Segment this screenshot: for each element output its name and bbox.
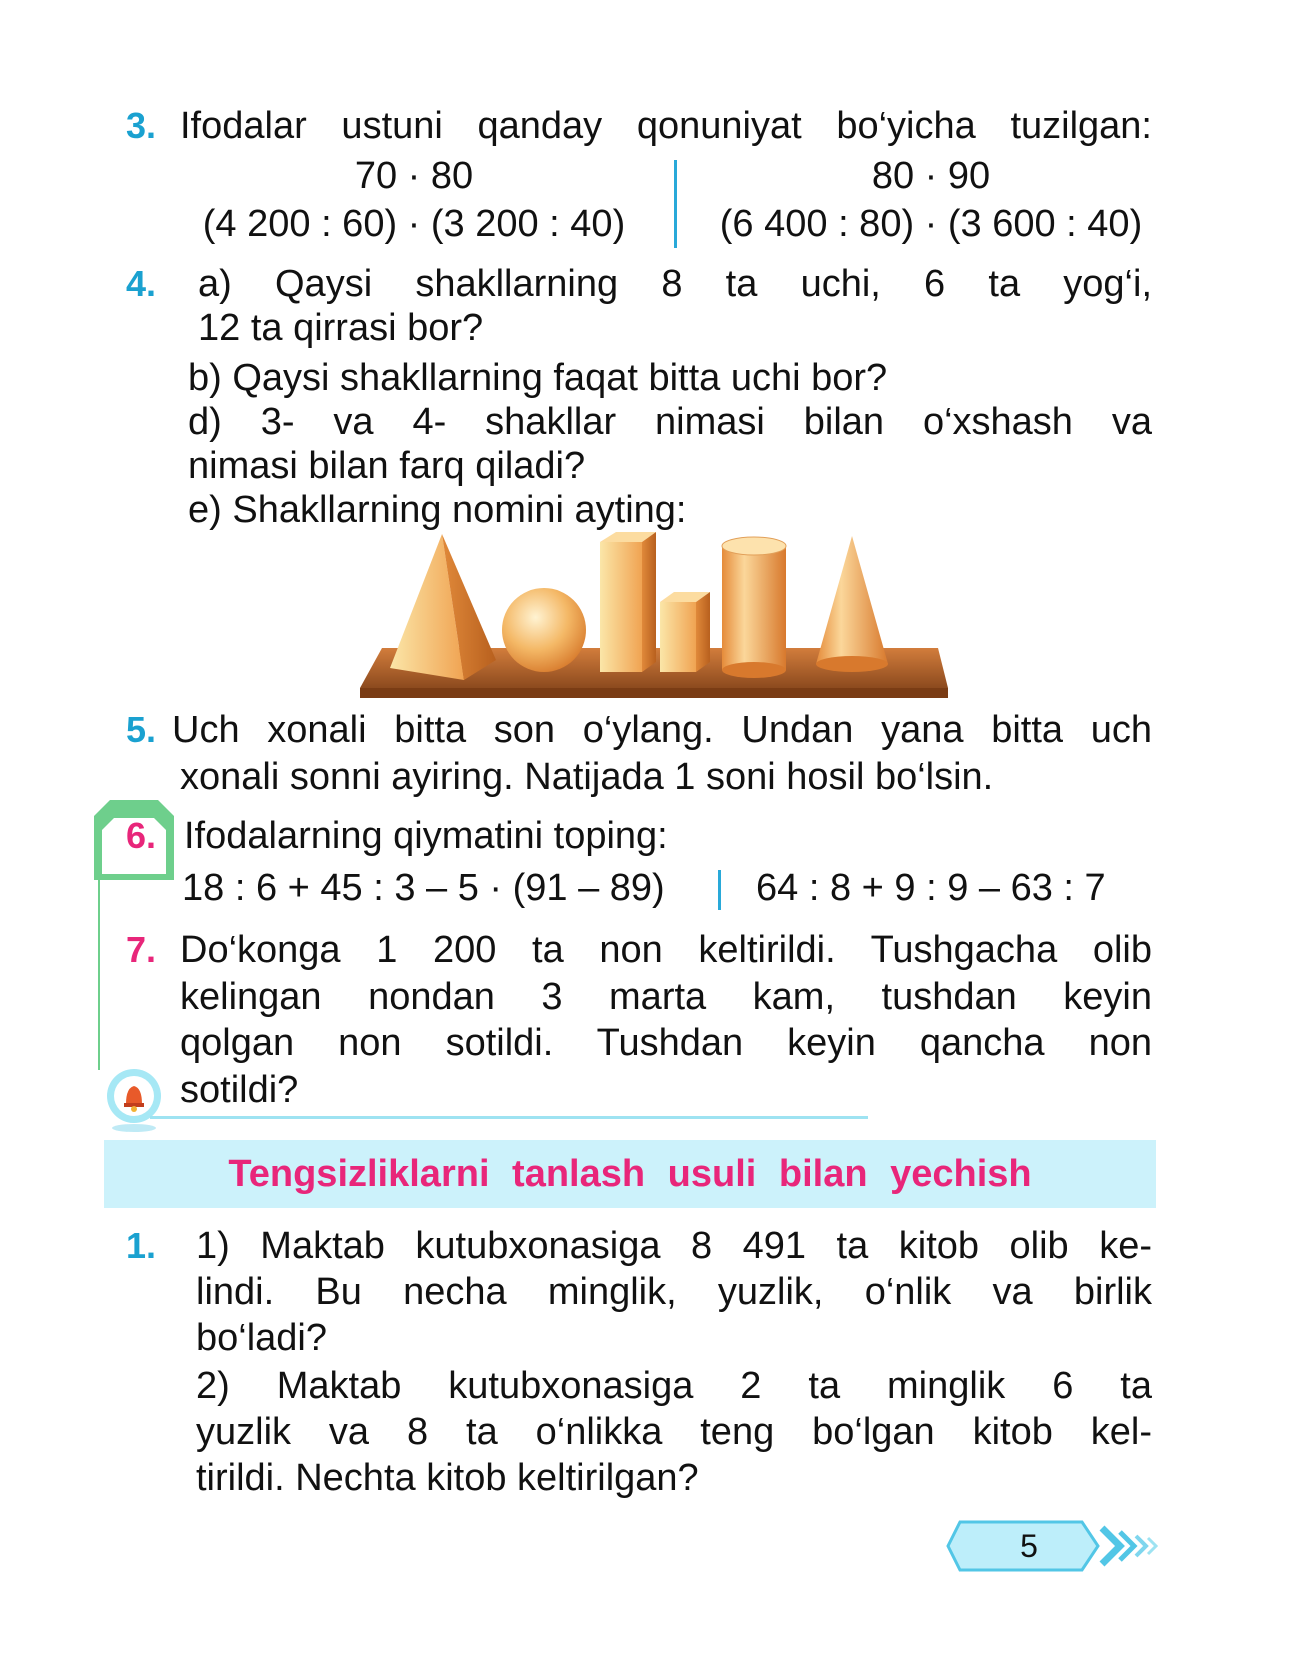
task-6-text: Ifodalarning qiymatini toping: — [184, 815, 668, 857]
task-3-right-expr-1: 80 · 90 — [871, 155, 991, 197]
task-3-right-expr-2: (6 400 : 80) · (3 600 : 40) — [719, 203, 1143, 245]
section-task-1-p2-line-1: 2) Maktab kutubxonasiga 2 ta minglik 6 ta — [196, 1365, 1152, 1407]
section-task-1-p1-line-1: 1) Maktab kutubxonasiga 8 491 ta kitob olib ke- — [196, 1225, 1152, 1267]
cone-icon — [816, 536, 888, 672]
divider-line — [150, 1116, 868, 1119]
tall-prism-icon — [600, 532, 656, 672]
column-separator — [674, 160, 677, 248]
task-5-number: 5. — [126, 709, 157, 750]
task-7-line-4: sotildi? — [180, 1069, 299, 1111]
section-title-band — [104, 1140, 1156, 1208]
task-3-number: 3. — [126, 105, 157, 146]
sphere-icon — [502, 588, 586, 672]
task-4-number: 4. — [126, 263, 157, 304]
task-7-line-3: qolgan non sotildi. Tushdan keyin qancha non — [180, 1022, 1152, 1064]
home-task-rule — [98, 880, 100, 1070]
cylinder-icon — [722, 537, 786, 678]
task-6-number: 6. — [126, 815, 157, 856]
section-title: Tengsizliklarni tanlash usuli bilan yechish — [228, 1153, 1032, 1195]
geometric-shapes-illustration — [354, 528, 954, 704]
task-6-expr-left: 18 : 6 + 45 : 3 – 5 · (91 – 89) — [182, 867, 665, 909]
task-6-expr-right: 64 : 8 + 9 : 9 – 63 : 7 — [756, 867, 1106, 909]
section-task-1-p1-line-3: bo‘ladi? — [196, 1317, 327, 1359]
task-4-b: b) Qaysi shakllarning faqat bitta uchi bor? — [188, 357, 888, 399]
task-7-line-1: Do‘konga 1 200 ta non keltirildi. Tushgacha olib — [180, 929, 1152, 971]
task-4-e: e) Shakllarning nomini ayting: — [188, 489, 687, 531]
section-task-1-p2-line-2: yuzlik va 8 ta o‘nlikka teng bo‘lgan kitob kel- — [196, 1411, 1152, 1453]
cube-icon — [660, 592, 710, 672]
task-3-text: Ifodalar ustuni qanday qonuniyat bo‘yicha tuzilgan: — [180, 105, 1152, 147]
task-4-d-line-1: d) 3- va 4- shakllar nimasi bilan o‘xshash va — [188, 401, 1152, 443]
task-7-number: 7. — [126, 929, 157, 970]
section-task-1-p2-line-3: tirildi. Nechta kitob keltirilgan? — [196, 1457, 699, 1499]
task-5-line-2: xonali sonni ayiring. Natijada 1 soni hosil bo‘lsin. — [180, 756, 994, 798]
task-3-left-expr-2: (4 200 : 60) · (3 200 : 40) — [202, 203, 626, 245]
task-5-line-1: Uch xonali bitta son o‘ylang. Undan yana bitta uch — [172, 709, 1152, 751]
task-4-a-line-2: 12 ta qirrasi bor? — [198, 307, 484, 349]
section-task-1-p1-line-2: lindi. Bu necha minglik, yuzlik, o‘nlik va birlik — [196, 1271, 1152, 1313]
bell-icon — [104, 1066, 164, 1132]
pyramid-icon — [390, 534, 496, 680]
task-3-left-expr-1: 70 · 80 — [354, 155, 474, 197]
task-4-a-line-1: a) Qaysi shakllarning 8 ta uchi, 6 ta yog‘i, — [198, 263, 1152, 305]
task-7-line-2: kelingan nondan 3 marta kam, tushdan keyin — [180, 976, 1152, 1018]
expr-separator — [718, 870, 721, 910]
section-task-1-number: 1. — [126, 1225, 157, 1266]
page-number: 5 — [1020, 1528, 1038, 1564]
task-4-d-line-2: nimasi bilan farq qiladi? — [188, 445, 586, 487]
